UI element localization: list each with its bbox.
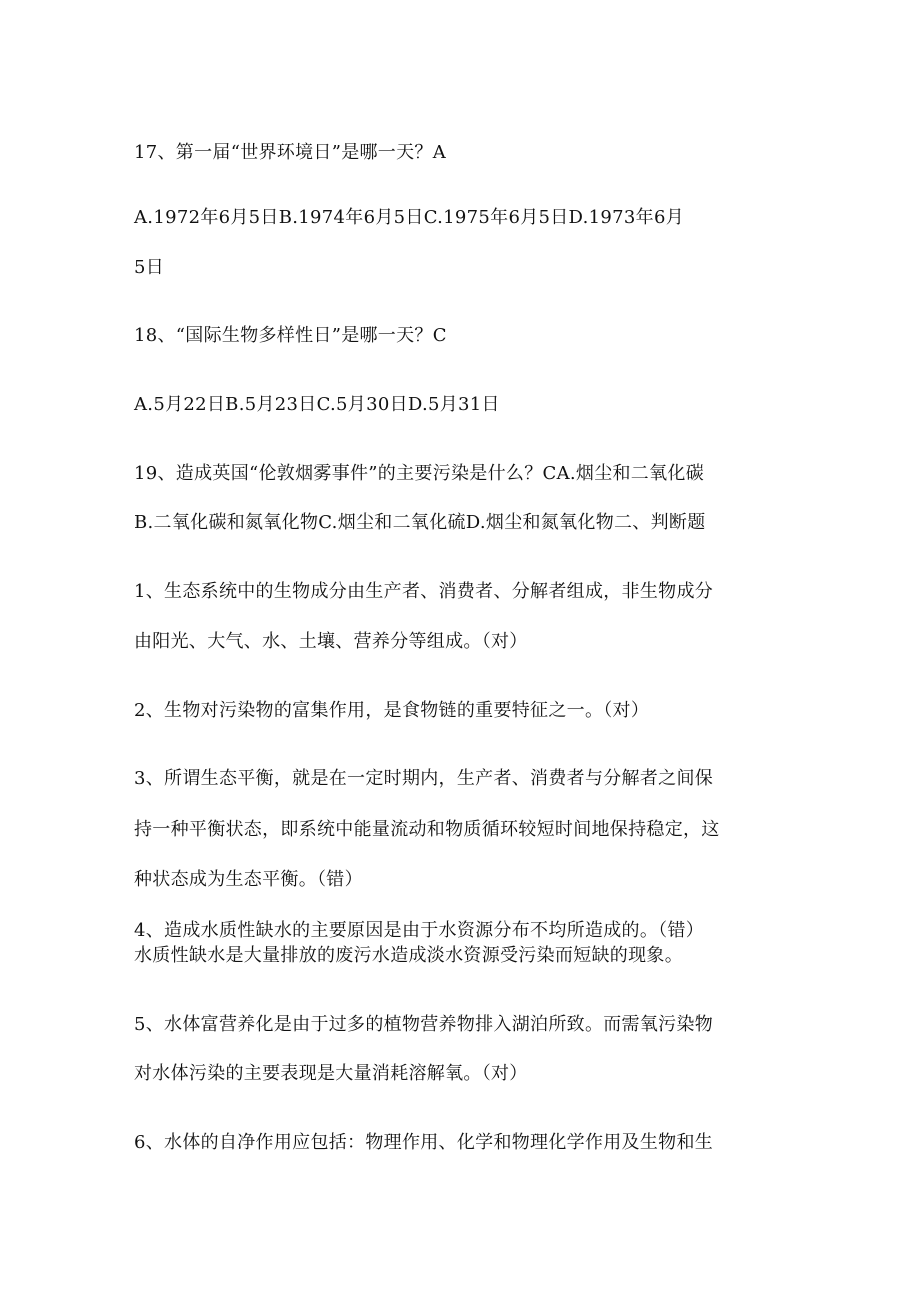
question-17: 17、第一届“世界环境日”是哪一天？A [134,142,447,163]
judgment-4: 4、造成水质性缺水的主要原因是由于水资源分布不均所造成的。（错） [134,920,705,941]
judgment-3: 3、所谓生态平衡，就是在一定时期内，生产者、消费者与分解者之间保 [134,768,714,789]
judgment-1: 1、生态系统中的生物成分由生产者、消费者、分解者组成，非生物成分 [134,581,714,602]
judgment-1-continued: 由阳光、大气、水、土壤、营养分等组成。（对） [134,631,528,652]
question-19-options: B.二氧化碳和氮氧化物C.烟尘和二氧化硫D.烟尘和氮氧化物二、判断题 [134,512,706,533]
judgment-5: 5、水体富营养化是由于过多的植物营养物排入湖泊所致。而需氧污染物 [134,1014,714,1035]
question-18: 18、“国际生物多样性日”是哪一天？C [134,325,447,346]
judgment-4-explanation: 水质性缺水是大量排放的废污水造成淡水资源受污染而短缺的现象。 [134,945,683,966]
question-17-options-continued: 5日 [134,257,165,278]
judgment-3-continued: 持一种平衡状态，即系统中能量流动和物质循环较短时间地保持稳定，这 [134,819,720,840]
judgment-5-continued: 对水体污染的主要表现是大量消耗溶解氧。（对） [134,1063,528,1084]
question-19: 19、造成英国“伦敦烟雾事件”的主要污染是什么？CA.烟尘和二氧化碳 [134,463,704,484]
question-18-options: A.5月22日B.5月23日C.5月30日D.5月31日 [134,394,500,415]
judgment-3-end: 种状态成为生态平衡。（错） [134,869,363,890]
judgment-6: 6、水体的自净作用应包括：物理作用、化学和物理化学作用及生物和生 [134,1132,714,1153]
question-17-options: A.1972年6月5日B.1974年6月5日C.1975年6月5日D.1973年6月 [134,207,685,228]
judgment-2: 2、生物对污染物的富集作用，是食物链的重要特征之一。（对） [134,700,650,721]
